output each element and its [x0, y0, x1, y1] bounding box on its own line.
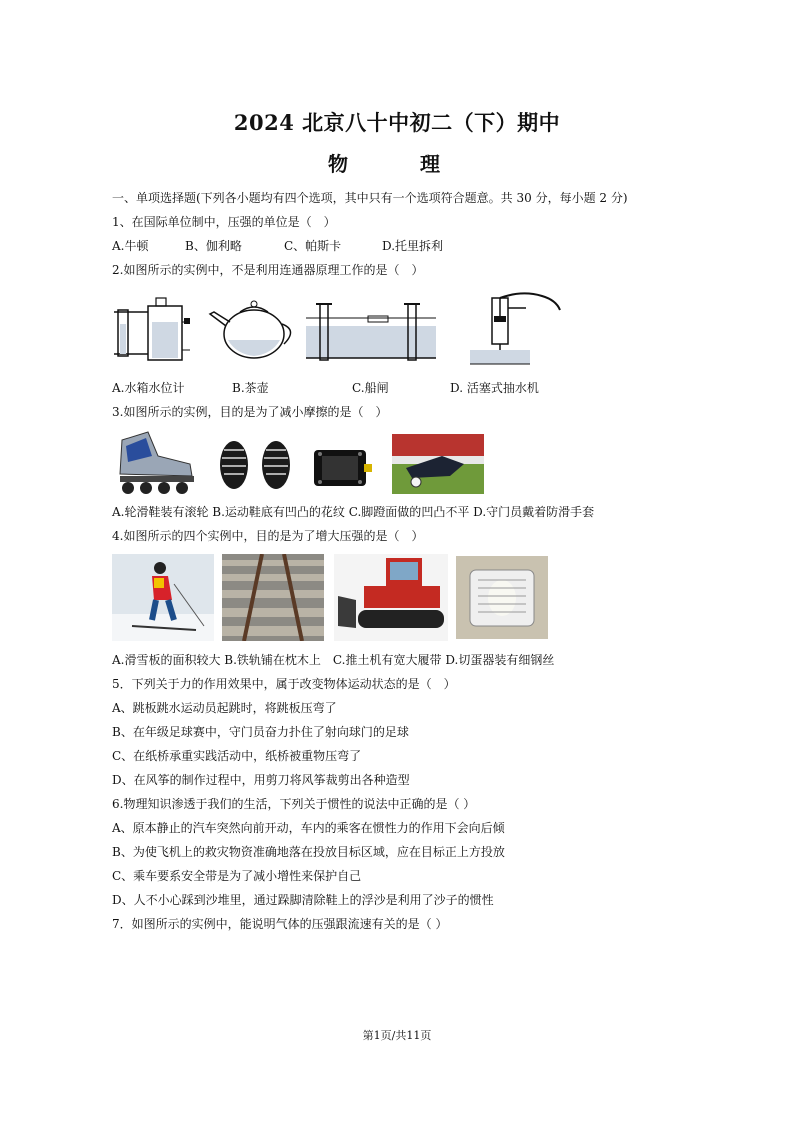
question-5-stem: 5．下列关于力的作用效果中，属于改变物体运动状态的是（ ） — [112, 677, 456, 691]
question-4-stem: 4.如图所示的四个实例中，目的是为了增大压强的是（ ） — [112, 529, 424, 543]
question-6-stem: 6.物理知识渗透于我们的生活，下列关于惯性的说法中正确的是（ ） — [112, 797, 476, 811]
question-3-stem: 3.如图所示的实例，目的是为了减小摩擦的是（ ） — [112, 405, 388, 419]
q2-option-b: B.茶壶 — [232, 381, 269, 395]
piston-pump-figure — [452, 290, 564, 368]
q6-option-d: D、人不小心踩到沙堆里，通过跺脚清除鞋上的浮沙是利用了沙子的惯性 — [112, 893, 494, 907]
skier-photo — [112, 554, 214, 641]
roller-skate-photo — [112, 426, 198, 496]
section-heading: 一、单项选择题(下列各小题均有四个选项，其中只有一个选项符合题意。共 30 分，每小题 2 分) — [112, 191, 628, 205]
page-title: 2024 北京八十中初二（下）期中 — [233, 110, 561, 135]
goalkeeper-photo — [392, 434, 484, 494]
teapot-figure — [206, 296, 298, 362]
water-tank-gauge-figure — [112, 292, 194, 366]
q4-options: A.滑雪板的面积较大 B.铁轨铺在枕木上 C.推土机有宽大履带 D.切蛋器装有细钢丝 — [112, 653, 555, 667]
q6-option-b: B、为使飞机上的救灾物资准确地落在投放目标区域，应在目标正上方投放 — [112, 845, 505, 859]
bike-pedal-photo — [310, 444, 374, 492]
q2-option-d: D. 活塞式抽水机 — [450, 381, 539, 395]
question-1-stem: 1、在国际单位制中，压强的单位是（ ） — [112, 215, 336, 229]
q1-option-b: B、伽利略 — [185, 239, 242, 253]
q1-option-d: D.托里拆利 — [382, 239, 444, 253]
railway-track-photo — [222, 554, 324, 641]
q6-option-a: A、原本静止的汽车突然向前开动，车内的乘客在惯性力的作用下会向后倾 — [112, 821, 505, 835]
page-footer: 第1页/共11页 — [362, 1029, 432, 1042]
question-2-stem: 2.如图所示的实例中，不是利用连通器原理工作的是（ ） — [112, 263, 424, 277]
sports-shoe-sole-photo — [214, 440, 298, 490]
q2-option-c: C.船闸 — [352, 381, 389, 395]
q3-options: A.轮滑鞋装有滚轮 B.运动鞋底有凹凸的花纹 C.脚蹬面做的凹凸不平 D.守门员戴着防滑手套 — [112, 505, 595, 519]
q5-option-c: C、在纸桥承重实践活动中，纸桥被重物压弯了 — [112, 749, 362, 763]
egg-slicer-photo — [456, 556, 548, 639]
q5-option-a: A、跳板跳水运动员起跳时，将跳板压弯了 — [112, 701, 337, 715]
q5-option-b: B、在年级足球赛中，守门员奋力扑住了射向球门的足球 — [112, 725, 409, 739]
page-subtitle: 物 理 — [328, 152, 466, 176]
bulldozer-photo — [334, 554, 448, 641]
q6-option-c: C、乘车要系安全带是为了减小增性来保护自己 — [112, 869, 362, 883]
q2-option-a: A.水箱水位计 — [112, 381, 185, 395]
q5-option-d: D、在风筝的制作过程中，用剪刀将风筝裁剪出各种造型 — [112, 773, 410, 787]
q1-option-c: C、帕斯卡 — [284, 239, 342, 253]
ship-lock-figure — [304, 296, 438, 364]
question-7-stem: 7．如图所示的实例中，能说明气体的压强跟流速有关的是（ ） — [112, 917, 448, 931]
q1-option-a: A.牛顿 — [112, 239, 149, 253]
